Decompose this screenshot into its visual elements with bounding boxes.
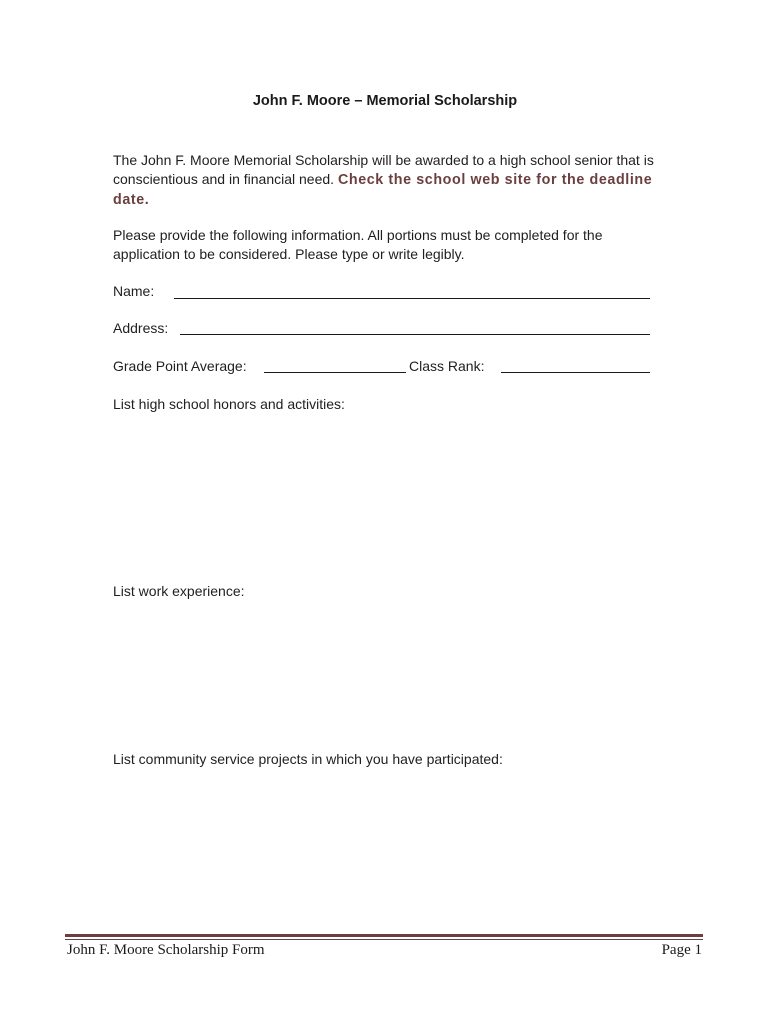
honors-label: List high school honors and activities: (113, 396, 345, 412)
community-service-response-area[interactable] (113, 775, 650, 925)
name-label: Name: (113, 283, 155, 299)
deadline-notice: Check the school web site for the deadline date. (113, 172, 653, 208)
intro-text: The John F. Moore Memorial Scholarship will be awarded to a high school senior that is conscientious and in financial need. (113, 152, 654, 187)
gpa-field[interactable] (264, 372, 406, 373)
page-title: John F. Moore – Memorial Scholarship (252, 93, 518, 109)
footer-rule-thick (65, 934, 703, 937)
gpa-label: Grade Point Average: (113, 358, 247, 374)
work-experience-response-area[interactable] (113, 607, 650, 742)
address-label: Address: (113, 320, 169, 336)
instructions-paragraph: Please provide the following information. All portions must be completed for the application to be considered. Please type or write legibly. (113, 227, 603, 262)
work-experience-label: List work experience: (113, 583, 245, 599)
honors-response-area[interactable] (113, 420, 650, 570)
class-rank-label: Class Rank: (409, 358, 485, 374)
name-field[interactable] (174, 298, 650, 299)
class-rank-field[interactable] (501, 372, 650, 373)
footer-page-number: Page 1 (661, 942, 702, 958)
community-service-label: List community service projects in which you have participated: (113, 751, 503, 767)
intro-paragraph (113, 151, 658, 210)
footer-form-title: John F. Moore Scholarship Form (67, 942, 265, 958)
footer-rule-thin (65, 939, 703, 940)
address-field[interactable] (180, 334, 650, 335)
